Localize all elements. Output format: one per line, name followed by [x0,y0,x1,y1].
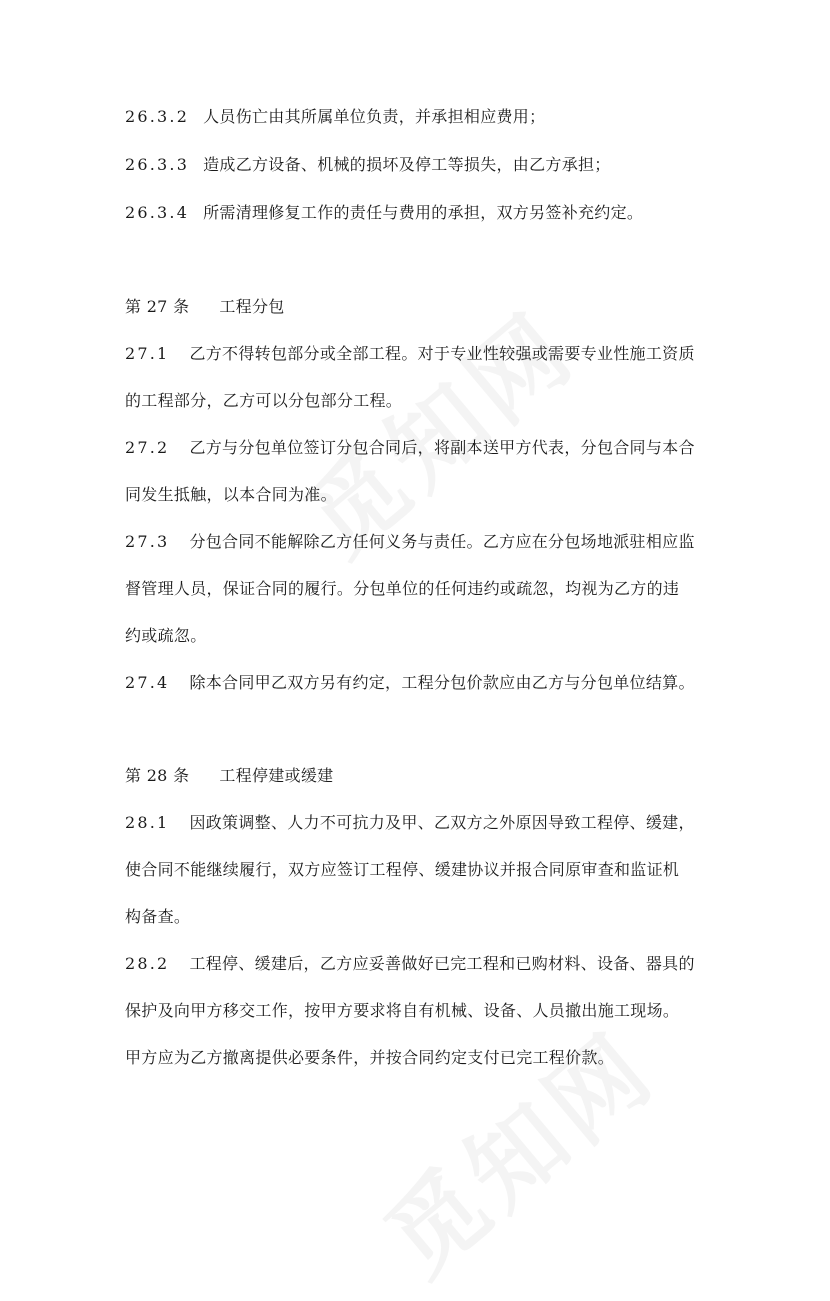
clause-27-3 [125,532,695,552]
clause-text: 除本合同甲乙双方另有约定，工程分包价款应由乙方与分包单位结算。 [189,673,695,692]
clause-27-1 [125,344,695,364]
clause-28-2-cont [125,1048,614,1068]
clause-number: 27.1 [125,344,170,363]
article-number: 28 [146,766,168,785]
clause-text: 造成乙方设备、机械的损坏及停工等损失，由乙方承担； [203,155,611,174]
clause-27-2-cont [125,485,337,505]
clause-number: 26.3.4 [125,203,190,222]
article-number: 27 [146,297,168,316]
article-suffix: 条 [173,766,190,785]
clause-text: 所需清理修复工作的责任与费用的承担，双方另签补充约定。 [203,203,644,222]
clause-27-4 [125,673,695,693]
clause-number: 27.4 [125,673,170,692]
article-suffix: 条 [173,297,190,316]
clause-text: 因政策调整、人力不可抗力及甲、乙双方之外原因导致工程停、缓建， [189,813,695,832]
clause-text: 的工程部分，乙方可以分包部分工程。 [125,391,403,410]
clause-number: 28.2 [125,954,170,973]
clause-text: 乙方与分包单位签订分包合同后，将副本送甲方代表，分包合同与本合 [189,438,695,457]
clause-28-1-cont [125,907,190,927]
clause-26-3-2 [125,107,545,127]
clause-26-3-4 [125,203,643,223]
clause-text: 保护及向甲方移交工作，按甲方要求将自有机械、设备、人员撤出施工现场。 [125,1001,680,1020]
clause-text: 分包合同不能解除乙方任何义务与责任。乙方应在分包场地派驻相应监 [189,532,695,551]
clause-text: 使合同不能继续履行，双方应签订工程停、缓建协议并报合同原审查和监证机 [125,860,680,879]
article-title: 工程停建或缓建 [219,766,334,785]
clause-text: 乙方不得转包部分或全部工程。对于专业性较强或需要专业性施工资质 [189,344,695,363]
clause-number: 28.1 [125,813,170,832]
clause-28-1 [125,813,695,833]
clause-text: 构备查。 [125,907,191,926]
article-prefix: 第 [125,297,142,316]
watermark [352,996,679,1301]
article-prefix: 第 [125,766,142,785]
clause-27-3-cont [125,626,207,646]
clause-number: 27.3 [125,532,170,551]
clause-28-2 [125,954,695,974]
clause-27-1-cont [125,391,402,411]
clause-27-2 [125,438,695,458]
clause-number: 26.3.2 [125,107,190,126]
article-28-heading [125,766,333,786]
article-title: 工程分包 [219,297,285,316]
clause-text: 甲方应为乙方撤离提供必要条件，并按合同约定支付已完工程价款。 [125,1048,615,1067]
clause-number: 26.3.3 [125,155,190,174]
clause-number: 27.2 [125,438,170,457]
clause-text: 人员伤亡由其所属单位负责，并承担相应费用； [203,107,546,126]
clause-28-1-cont [125,860,679,880]
clause-text: 督管理人员，保证合同的履行。分包单位的任何违约或疏忽，均视为乙方的违 [125,579,680,598]
article-27-heading [125,297,285,317]
clause-text: 同发生抵触，以本合同为准。 [125,485,337,504]
clause-26-3-3 [125,155,611,175]
clause-28-2-cont [125,1001,679,1021]
clause-27-3-cont [125,579,679,599]
clause-text: 工程停、缓建后，乙方应妥善做好已完工程和已购材料、设备、器具的 [189,954,695,973]
clause-text: 约或疏忽。 [125,626,207,645]
